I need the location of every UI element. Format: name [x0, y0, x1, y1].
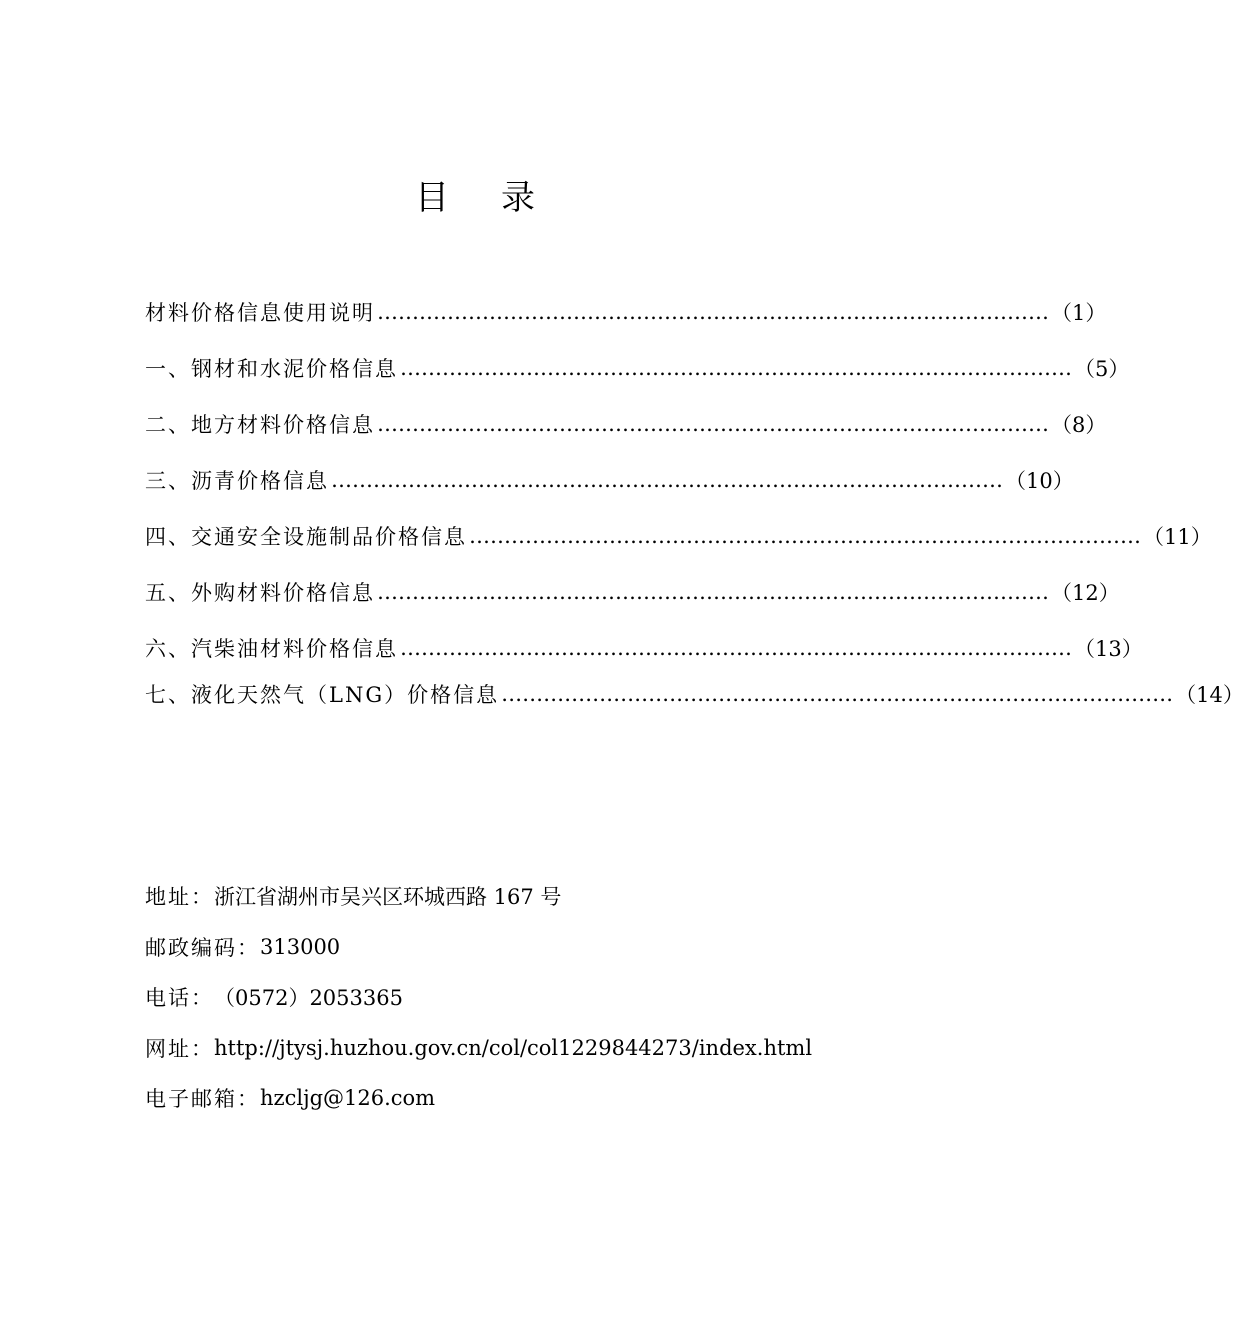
title-char-1: 目: [415, 178, 449, 218]
contact-address: [145, 876, 561, 916]
toc-entry-label: 一、钢材和水泥价格信息: [145, 357, 398, 381]
address-value: 浙江省湖州市吴兴区环城西路 167 号: [214, 885, 562, 909]
toc-entry-page: （5）: [1074, 357, 1130, 381]
phone-label: 电话：: [145, 986, 214, 1010]
toc-entry-label: 材料价格信息使用说明: [145, 301, 375, 325]
toc-entry-lng[interactable]: [145, 674, 1244, 714]
toc-entry-page: （8）: [1051, 413, 1107, 437]
toc-leader-dots: ……………………………………………………………………………………: [377, 580, 1049, 604]
contact-email: [145, 1078, 435, 1118]
phone-value: （0572）2053365: [214, 986, 403, 1010]
toc-entry-usage-notes[interactable]: [145, 292, 1107, 332]
toc-entry-page: （11）: [1143, 525, 1212, 549]
toc-leader-dots: ……………………………………………………………………………………: [331, 468, 1003, 492]
toc-entry-page: （14）: [1175, 683, 1244, 707]
email-label: 电子邮箱：: [145, 1087, 260, 1111]
toc-entry-page: （1）: [1051, 301, 1107, 325]
title-char-2: 录: [501, 178, 535, 218]
toc-entry-label: 三、沥青价格信息: [145, 469, 329, 493]
website-label: 网址：: [145, 1037, 214, 1061]
contact-website: [145, 1028, 812, 1068]
toc-leader-dots: ……………………………………………………………………………………: [377, 300, 1049, 324]
toc-entry-page: （12）: [1051, 581, 1120, 605]
address-label: 地址：: [145, 885, 214, 909]
toc-entry-label: 七、液化天然气（LNG）价格信息: [145, 683, 500, 707]
toc-entry-label: 四、交通安全设施制品价格信息: [145, 525, 467, 549]
toc-entry-traffic-safety[interactable]: [145, 516, 1212, 556]
toc-entry-steel-cement[interactable]: [145, 348, 1130, 388]
toc-entry-label: 五、外购材料价格信息: [145, 581, 375, 605]
toc-entry-asphalt[interactable]: [145, 460, 1074, 500]
toc-leader-dots: ……………………………………………………………………………………: [377, 412, 1049, 436]
postcode-value: 313000: [260, 935, 341, 959]
email-link[interactable]: hzcljg@126.com: [260, 1086, 436, 1110]
toc-entry-label: 二、地方材料价格信息: [145, 413, 375, 437]
toc-leader-dots: ……………………………………………………………………………………: [400, 356, 1072, 380]
toc-entry-local-materials[interactable]: [145, 404, 1107, 444]
toc-entry-page: （13）: [1074, 637, 1143, 661]
toc-leader-dots: ……………………………………………………………………………………: [469, 524, 1141, 548]
page-title: [0, 170, 950, 219]
toc-leader-dots: ……………………………………………………………………………………: [501, 682, 1174, 706]
contact-postcode: [145, 927, 340, 967]
toc-entry-label: 六、汽柴油材料价格信息: [145, 637, 398, 661]
toc-entry-page: （10）: [1005, 469, 1074, 493]
toc-leader-dots: ……………………………………………………………………………………: [400, 636, 1072, 660]
toc-entry-purchased-materials[interactable]: [145, 572, 1120, 612]
website-link[interactable]: http://jtysj.huzhou.gov.cn/col/col1229844273/index.html: [214, 1036, 813, 1060]
toc-entry-fuel[interactable]: [145, 628, 1143, 668]
contact-phone: [145, 977, 403, 1017]
postcode-label: 邮政编码：: [145, 936, 260, 960]
